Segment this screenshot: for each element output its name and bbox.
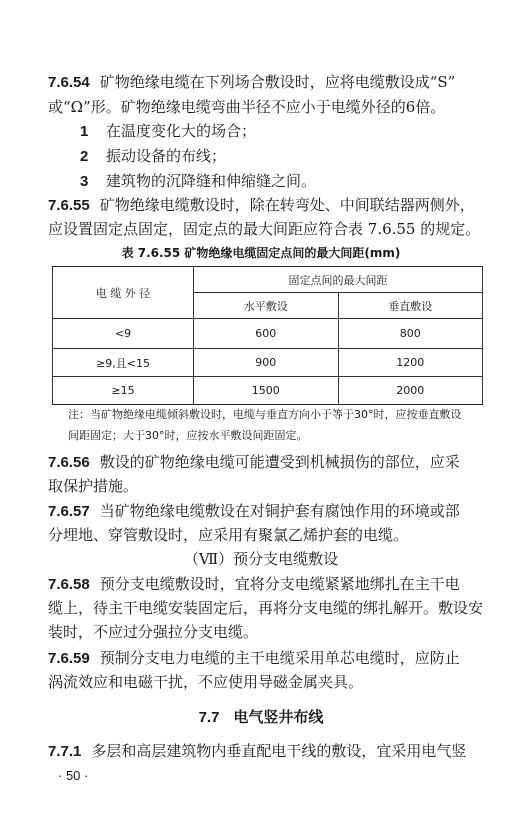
cell-diameter: <9: [53, 319, 194, 349]
col-header-group: 固定点间的最大间距: [194, 267, 483, 293]
cell-diameter: ≥9,且<15: [53, 349, 194, 377]
spacing-table: [52, 266, 483, 405]
list-item-text: 振动设备的布线；: [106, 147, 227, 165]
table-caption: 表 7.6.55 矿物绝缘电缆固定点间的最大间距(mm): [121, 246, 401, 260]
clause-7-6-58-line1: [48, 574, 460, 595]
list-item-number: 3: [80, 173, 89, 190]
clause-number: 7.6.57: [48, 503, 90, 520]
cell-horizontal: 600: [194, 319, 339, 349]
section-title: 电气竖井布线: [233, 708, 324, 726]
cell-vertical: 2000: [338, 377, 483, 405]
cell-vertical: 1200: [338, 349, 483, 377]
col-header-diameter: 电 缆 外 径: [53, 267, 194, 319]
list-item: [80, 171, 316, 192]
clause-7-6-55-line1: [48, 195, 475, 216]
clause-7-6-56-line1: [48, 452, 460, 473]
clause-7-7-1-line1: [48, 741, 466, 762]
clause-number: 7.6.58: [48, 576, 90, 593]
clause-number: 7.6.56: [48, 454, 90, 471]
clause-text: 当矿物绝缘电缆敷设在对铜护套有腐蚀作用的环境或部: [99, 502, 460, 520]
clause-text: 预分支电缆敷设时，宜将分支电缆紧紧地绑扎在主干电: [99, 575, 460, 593]
list-item-number: 2: [80, 148, 89, 165]
page-number: · 50 ·: [58, 768, 89, 783]
table-row: [53, 377, 483, 405]
clause-7-6-54-line2: 或“Ω”形。矿物绝缘电缆弯曲半径不应小于电缆外径的6倍。: [48, 98, 446, 116]
table-row: [53, 319, 483, 349]
col-header-horizontal: 水平敷设: [194, 293, 339, 319]
list-item-text: 建筑物的沉降缝和伸缩缝之间。: [106, 172, 317, 190]
clause-7-6-59-line2: 涡流效应和电磁干扰，不应使用导磁金属夹具。: [48, 673, 364, 691]
clause-7-6-56-line2: 取保护措施。: [48, 477, 139, 495]
cell-horizontal: 1500: [194, 377, 339, 405]
cell-diameter: ≥15: [53, 377, 194, 405]
clause-text: 预制分支电力电缆的主干电缆采用单芯电缆时，应防止: [99, 649, 460, 667]
clause-7-6-57-line1: [48, 501, 460, 522]
table-note-line1: 注：当矿物绝缘电缆倾斜敷设时，电缆与垂直方向小于等于30°时，应按垂直敷设: [68, 408, 462, 421]
list-item: [80, 121, 256, 142]
list-item: [80, 146, 226, 167]
clause-7-6-59-line1: [48, 648, 460, 669]
list-item-number: 1: [80, 123, 89, 140]
table-row: [53, 349, 483, 377]
col-header-vertical: 垂直敷设: [338, 293, 483, 319]
clause-7-6-55-line2: 应设置固定点固定，固定点的最大间距应符合表 7.6.55 的规定。: [48, 220, 481, 238]
clause-7-6-54-line1: [48, 72, 455, 93]
cell-horizontal: 900: [194, 349, 339, 377]
clause-text: 矿物绝缘电缆在下列场合敷设时，应将电缆敷设成“S”: [99, 73, 456, 91]
clause-number: 7.6.54: [48, 74, 90, 91]
clause-number: 7.6.59: [48, 650, 90, 667]
cell-vertical: 800: [338, 319, 483, 349]
clause-text: 矿物绝缘电缆敷设时，除在转弯处、中间联结器两侧外，: [99, 196, 475, 214]
clause-text: 敷设的矿物绝缘电缆可能遭受到机械损伤的部位，应采: [99, 453, 460, 471]
clause-7-6-57-line2: 分埋地、穿管敷设时，应采用有聚氯乙烯护套的电缆。: [48, 526, 409, 544]
table-note-line2: 间距固定；大于30°时，应按水平敷设间距固定。: [68, 429, 308, 442]
clause-7-6-58-line2: 缆上，待主干电缆安装固定后，再将分支电缆的绑扎解开。敷设安: [48, 599, 484, 617]
clause-text: 多层和高层建筑物内垂直配电干线的敷设，宜采用电气竖: [91, 742, 467, 760]
clause-7-6-58-line3: 装时，不应过分强拉分支电缆。: [48, 623, 259, 641]
section-number: 7.7: [198, 709, 220, 726]
section-heading-7-7: [0, 707, 522, 728]
clause-number: 7.7.1: [48, 743, 82, 760]
subsection-heading: （Ⅶ）预分支电缆敷设: [183, 550, 339, 568]
clause-number: 7.6.55: [48, 197, 90, 214]
list-item-text: 在温度变化大的场合；: [106, 122, 257, 140]
